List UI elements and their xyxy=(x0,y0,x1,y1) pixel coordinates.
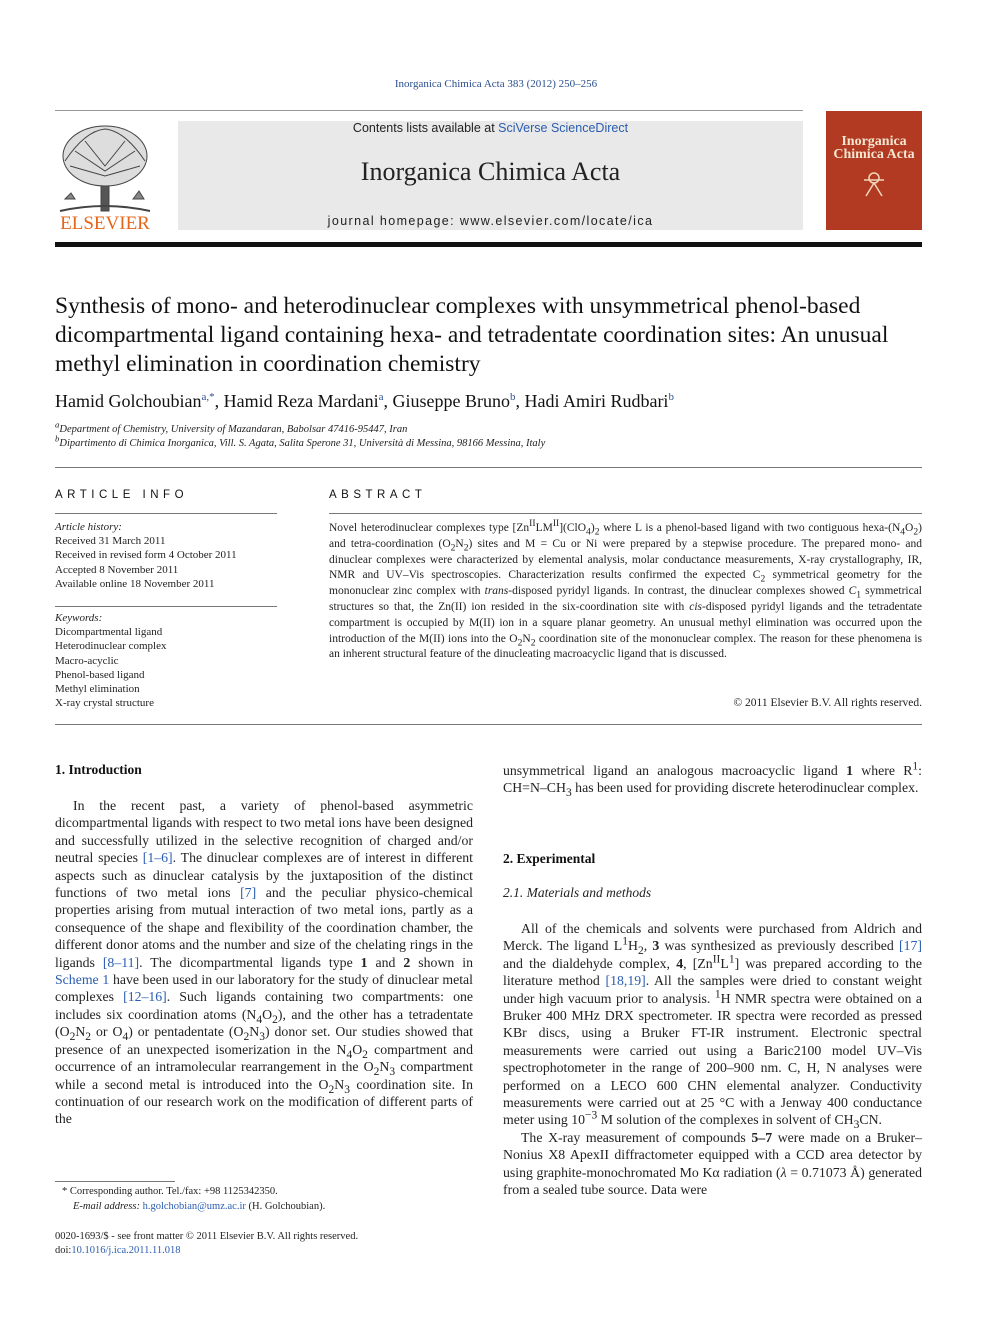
history-received: Received 31 March 2011 xyxy=(55,535,166,548)
keyword: X-ray crystal structure xyxy=(55,697,154,710)
body-divider xyxy=(55,724,922,725)
keyword: Macro-acyclic xyxy=(55,654,119,667)
issn-line: 0020-1693/$ - see front matter © 2011 Elsevier B.V. All rights reserved. xyxy=(55,1231,359,1242)
article-history xyxy=(55,520,277,591)
author-affiliation-mark[interactable]: a,* xyxy=(201,391,215,403)
introduction-paragraph: In the recent past, a variety of phenol-based asymmetric dicompartmental ligands with respect to two metal ions have been designed and successfully utilized in the selective recognition of charged and/or neutral species [1–6]. The dinuclear complexes are of interest in different aspects such as dinuclear catalysis by the juxtaposition of the distinct functions of two metal ions [7] and the peculiar physico-chemical properties arising from mutual interaction of two metal ions, partly as a consequence of the shape and flexibility of the coordination chamber, the different donor atoms and the number and size of the chelating rings in the ligands [8–11]. The dicompartmental ligands type 1 and 2 shown in Scheme 1 have been used in our laboratory for the study of dinuclear metal complexes [12–16]. Such ligands containing two compartments: one includes six coordination atoms $(N_4O_2)$, and the other has a tetradentate ($O_2N_2$ or $O_4$) or pentadentate $(O_2N_3)$ donor set. Our studies showed that presence of an unexpected isomerization in the $N_4O_2$ compartment and occurrence of an intramolecular rearrangement in the $O_2N_3$ compartment while a second metal is introduced into the $O_2N_3$ coordination site. In continuation of our research work on the modification of different parts of the xyxy=(55,798,473,1127)
email-suffix: (H. Golchoubian). xyxy=(245,1201,326,1212)
affiliation-text: Dipartimento di Chimica Inorganica, Vill. S. Agata, Salita Sperone 31, Università di Messina, 98166 Messina, Italy xyxy=(59,438,546,449)
section-experimental-heading: 2. Experimental xyxy=(503,851,596,866)
sciencedirect-link[interactable]: SciVerse ScienceDirect xyxy=(498,121,629,135)
affiliation-divider xyxy=(55,467,922,468)
affiliation-text: Department of Chemistry, University of Mazandaran, Babolsar 47416-95447, Iran xyxy=(59,424,408,435)
email-link[interactable]: h.golchobian@umz.ac.ir xyxy=(142,1201,246,1212)
author-affiliation-mark[interactable]: a xyxy=(378,391,384,403)
keywords xyxy=(55,611,277,710)
elsevier-logo xyxy=(55,121,155,233)
materials-paragraph: All of the chemicals and solvents were purchased from Aldrich and Merck. The ligand $L^1H_2$, 3 was synthesized as previously described [17] and the dialdehyde complex, 4, $[Zn^{II}L^1]$ was prepared according to the literature method [18,19]. All the samples were dried to constant weight under high vacuum prior to analysis. $^1$H NMR spectra were obtained on a Bruker 400 MHz DRX spectrometer. IR spectra were recorded as pressed KBr discs, using a Bruker FT-IR instrument. Electronic spectral measurements were carried out using a Baric2100 model UV–Vis spectrophotometer in the range of 200–900 nm. C, H, N analyses were performed on a LECO 600 CHN elemental analyzer. Conductivity measurements were carried out at 25 °C with a Jenway 400 conductance meter using $10^{-3}$ M solution of the complexes in solvent of $CH_3CN$. The X-ray measurement of compounds 5–7 were made on a Bruker–Nonius X8 ApexII diffractometer equipped with a CCD area detector by using graphite-monochromated Mo Kα radiation (λ = 0.71073 Å) generated from a sealed tube source. Data were xyxy=(503,921,923,1198)
affiliation-b xyxy=(55,433,546,449)
author-name[interactable]: Giuseppe Bruno xyxy=(392,391,510,411)
journal-reference[interactable]: Inorganica Chimica Acta 383 (2012) 250–256 xyxy=(394,78,598,90)
journal-cover xyxy=(826,111,922,230)
cover-title-line2: Chimica Acta xyxy=(833,147,915,162)
author-name[interactable]: Hadi Amiri Rudbari xyxy=(524,391,669,411)
contents-line xyxy=(178,121,803,135)
author-affiliation-mark[interactable]: b xyxy=(509,391,516,403)
keyword: Dicompartmental ligand xyxy=(55,626,163,639)
author-list: Hamid Golchoubian$^{a,*}$, Hamid Reza Mardani$^a$, Giuseppe Bruno$^b$, Hadi Amiri Rudbari$^b$ xyxy=(55,391,674,411)
author-affiliation-mark[interactable]: b xyxy=(668,391,674,403)
affiliation-mark: b xyxy=(55,433,60,444)
header-thick-rule xyxy=(55,242,922,247)
doi-link[interactable]: 10.1016/j.ica.2011.11.018 xyxy=(71,1245,181,1256)
history-online: Available online 18 November 2011 xyxy=(55,577,215,590)
keyword: Methyl elimination xyxy=(55,683,140,696)
abstract-heading: ABSTRACT xyxy=(329,489,427,501)
doi-line xyxy=(55,1245,181,1256)
history-accepted: Accepted 8 November 2011 xyxy=(55,563,179,576)
affiliation-a xyxy=(55,419,408,435)
keywords-label: Keywords: xyxy=(55,612,103,624)
keyword: Heterodinuclear complex xyxy=(55,640,167,653)
homepage-prefix: journal homepage: xyxy=(327,214,460,228)
keyword: Phenol-based ligand xyxy=(55,668,145,681)
section-introduction-heading: 1. Introduction xyxy=(55,762,142,777)
elsevier-wordmark: ELSEVIER xyxy=(60,213,150,233)
corresponding-author-note: * Corresponding author. Tel./fax: +98 1125342350. xyxy=(62,1186,278,1197)
journal-homepage xyxy=(178,214,803,228)
contents-prefix: Contents lists available at xyxy=(352,121,499,135)
footnote-rule xyxy=(55,1181,175,1182)
introduction-continued: unsymmetrical ligand an analogous macroacyclic ligand 1 where $R^1$: $CH=N-CH_3$ has been used for providing discrete heterodinuclear complex. xyxy=(503,760,923,800)
email-label: E-mail address: xyxy=(73,1201,143,1212)
cover-title-line1: Inorganica xyxy=(841,134,907,149)
abstract-text: Novel heterodinuclear complexes type $[Zn^{II}LM^{II}](ClO_4)_2$ where L is a phenol-based ligand with two contiguous hexa-$(N_4O_2)$ and tetra-coordination $(O_2N_2)$ sites and M = Cu or Ni were prepared by a stepwise procedure. The prepared mono- and dinuclear complexes were characterized by elemental analysis, molar conductance measurements, X-ray crystallography, IR, NMR and UV–Vis spectroscopies. Characterization results confirmed the expected $C_2$ symmetrical geometry for the mononuclear zinc complex with trans-disposed pyridyl ligands. In contrast, the dinuclear complexes showed $C_1$ symmetrical structures so that, the Zn(II) ion resided in the six-coordination site with cis-disposed pyridyl ligands and the tetradentate compartment is occupied by M(II) ion in a square planar geometry. An unusual methyl elimination was occurred upon the introduction of the M(II) ions into the $O_2N_2$ coordination site of the mononuclear complex. The reason for these phenomena is an inherent structural feature of the dinucleating macroacyclic ligand that is discussed. xyxy=(329,518,923,661)
header-divider xyxy=(55,110,803,111)
journal-title: Inorganica Chimica Acta xyxy=(360,157,621,186)
article-info-rule xyxy=(55,513,277,514)
email-note xyxy=(73,1201,325,1212)
section-materials-heading: 2.1. Materials and methods xyxy=(503,885,652,900)
abstract-copyright: © 2011 Elsevier B.V. All rights reserved. xyxy=(733,697,922,709)
homepage-link[interactable]: www.elsevier.com/locate/ica xyxy=(459,214,654,228)
article-info-heading: ARTICLE INFO xyxy=(55,489,189,501)
history-revised: Received in revised form 4 October 2011 xyxy=(55,549,237,562)
doi-label: doi: xyxy=(55,1245,72,1256)
abstract-rule xyxy=(329,513,922,514)
article-title: Synthesis of mono- and heterodinuclear complexes with unsymmetrical phenol-based dicompartmental ligand containing hexa- and tetradentate coordination sites: An unusual methyl elimination in coordination chemistry xyxy=(55,293,889,377)
affiliation-mark: a xyxy=(55,419,60,430)
author-name[interactable]: Hamid Reza Mardani xyxy=(223,391,379,411)
author-name[interactable]: Hamid Golchoubian xyxy=(55,391,202,411)
history-label: Article history: xyxy=(55,521,122,533)
keywords-rule xyxy=(55,606,277,607)
elsevier-tree-icon xyxy=(55,121,155,233)
cover-molecule-icon xyxy=(856,166,892,202)
